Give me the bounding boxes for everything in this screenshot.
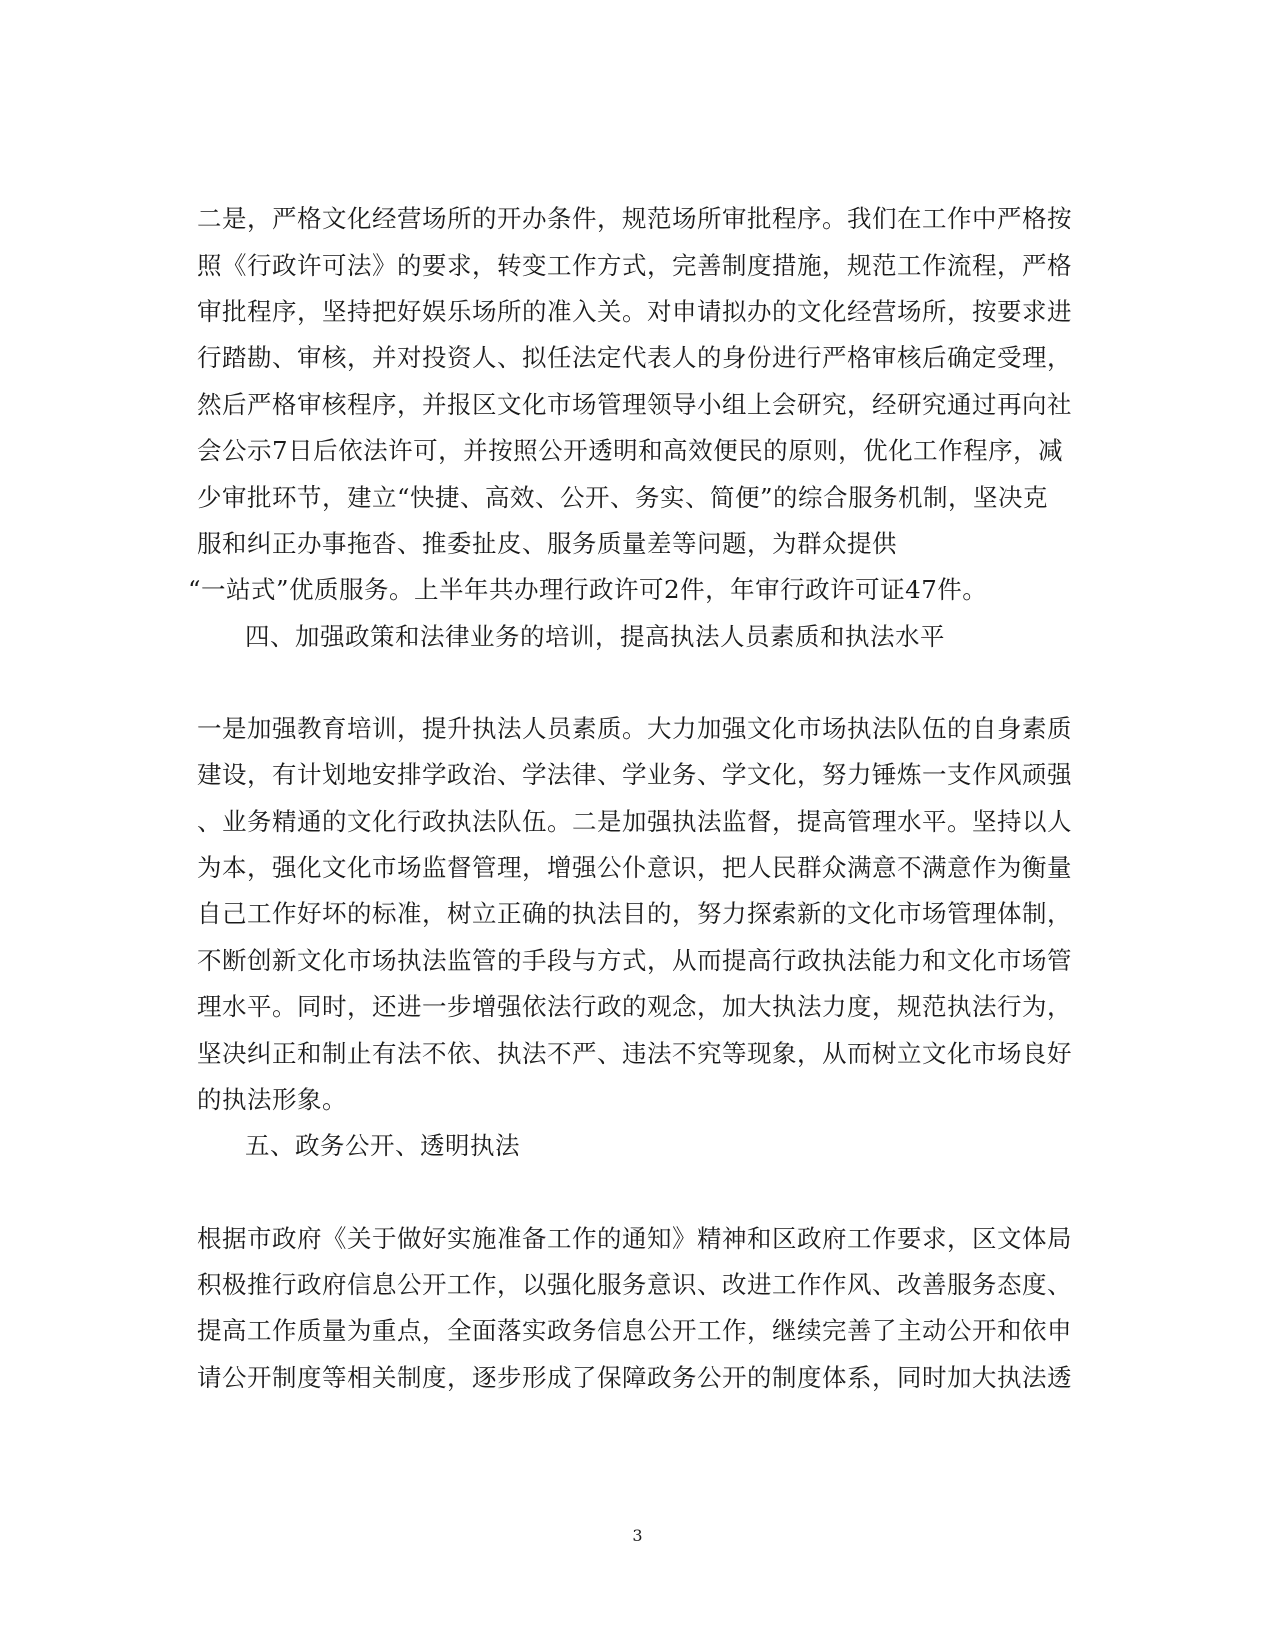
section-heading-4: 四、加强政策和法律业务的培训，提高执法人员素质和执法水平 <box>245 622 945 651</box>
paragraph-3-line-4: 请公开制度等相关制度，逐步形成了保障政务公开的制度体系，同时加大执法透 <box>197 1363 1072 1392</box>
paragraph-1-line-8: 服和纠正办事拖沓、推委扯皮、服务质量差等问题，为群众提供 <box>197 529 897 558</box>
paragraph-2-line-7: 理水平。同时，还进一步增强依法行政的观念，加大执法力度，规范执法行为， <box>197 992 1072 1021</box>
paragraph-2-line-2: 建设，有计划地安排学政治、学法律、学业务、学文化，努力锤炼一支作风顽强 <box>197 760 1072 789</box>
paragraph-2-line-3: 、业务精通的文化行政执法队伍。二是加强执法监督，提高管理水平。坚持以人 <box>197 807 1072 836</box>
paragraph-1-line-9: “一站式”优质服务。上半年共办理行政许可2件，年审行政许可证47件。 <box>188 575 988 604</box>
paragraph-2-line-5: 自己工作好坏的标准，树立正确的执法目的，努力探索新的文化市场管理体制， <box>197 899 1072 928</box>
paragraph-3-line-2: 积极推行政府信息公开工作，以强化服务意识、改进工作作风、改善服务态度、 <box>197 1270 1072 1299</box>
paragraph-1-line-2: 照《行政许可法》的要求，转变工作方式，完善制度措施，规范工作流程，严格 <box>197 251 1072 280</box>
paragraph-1-line-5: 然后严格审核程序，并报区文化市场管理领导小组上会研究，经研究通过再向社 <box>197 390 1072 419</box>
paragraph-2-line-4: 为本，强化文化市场监督管理，增强公仆意识，把人民群众满意不满意作为衡量 <box>197 853 1072 882</box>
paragraph-1-line-1: 二是，严格文化经营场所的开办条件，规范场所审批程序。我们在工作中严格按 <box>197 204 1072 233</box>
paragraph-1-line-7: 少审批环节，建立“快捷、高效、公开、务实、简便”的综合服务机制，坚决克 <box>197 483 1049 512</box>
paragraph-3-line-1: 根据市政府《关于做好实施准备工作的通知》精神和区政府工作要求，区文体局 <box>197 1224 1072 1253</box>
paragraph-2-line-6: 不断创新文化市场执法监管的手段与方式，从而提高行政执法能力和文化市场管 <box>197 946 1072 975</box>
paragraph-1-line-3: 审批程序，坚持把好娱乐场所的准入关。对申请拟办的文化经营场所，按要求进 <box>197 297 1072 326</box>
paragraph-2-line-9: 的执法形象。 <box>197 1085 347 1114</box>
paragraph-1-line-4: 行踏勘、审核，并对投资人、拟任法定代表人的身份进行严格审核后确定受理， <box>197 343 1072 372</box>
page-number: 3 <box>632 1526 643 1545</box>
paragraph-2-line-8: 坚决纠正和制止有法不依、执法不严、违法不究等现象，从而树立文化市场良好 <box>197 1039 1072 1068</box>
paragraph-3-line-3: 提高工作质量为重点，全面落实政务信息公开工作，继续完善了主动公开和依申 <box>197 1316 1072 1345</box>
section-heading-5: 五、政务公开、透明执法 <box>245 1131 520 1160</box>
paragraph-1-line-6: 会公示7日后依法许可，并按照公开透明和高效便民的原则，优化工作程序，减 <box>197 436 1064 465</box>
paragraph-2-line-1: 一是加强教育培训，提升执法人员素质。大力加强文化市场执法队伍的自身素质 <box>197 714 1072 743</box>
